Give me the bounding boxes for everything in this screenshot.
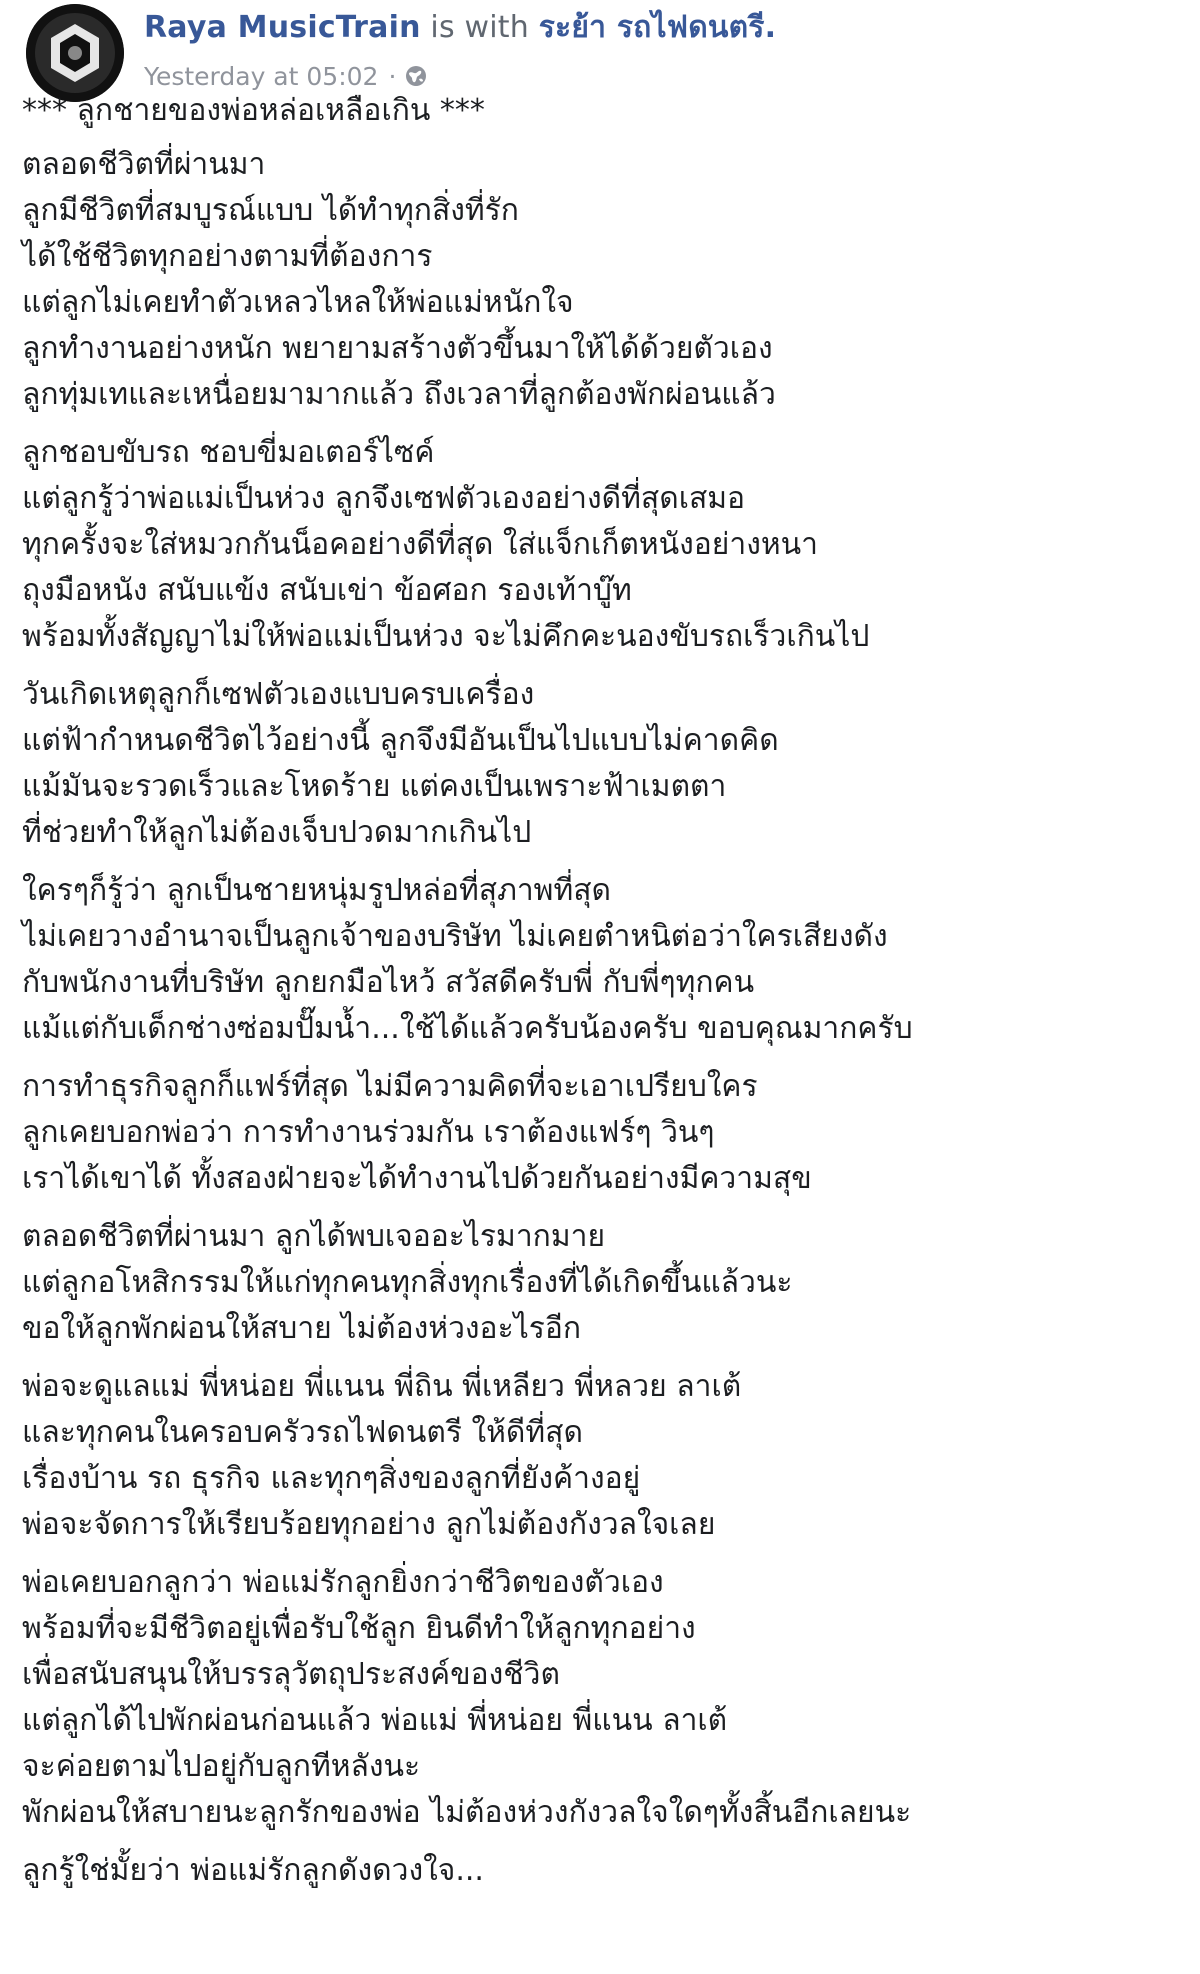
post-text-line: ลูกเคยบอกพ่อว่า การทำงานร่วมกัน เราต้องแฟร์ๆ วินๆ	[22, 1115, 715, 1150]
post-paragraph	[22, 672, 1162, 856]
post-body	[22, 92, 1162, 1906]
post-text-line: ลูกมีชีวิตที่สมบูรณ์แบบ ได้ทำทุกสิ่งที่รัก	[22, 193, 519, 228]
post-text-line: แต่ลูกอโหสิกรรมให้แก่ทุกคนทุกสิ่งทุกเรื่องที่ได้เกิดขึ้นแล้วนะ	[22, 1265, 793, 1300]
post-text-line: แต่ลูกได้ไปพักผ่อนก่อนแล้ว พ่อแม่ พี่หน่อย พี่แนน ลาเต้	[22, 1703, 728, 1738]
post-text-line: เพื่อสนับสนุนให้บรรลุวัตถุประสงค์ของชีวิต	[22, 1657, 560, 1692]
post-text-line: ลูกชอบขับรถ ชอบขี่มอเตอร์ไซค์	[22, 435, 435, 470]
profile-avatar[interactable]	[26, 4, 124, 102]
post-text-line: เราได้เขาได้ ทั้งสองฝ่ายจะได้ทำงานไปด้วยกันอย่างมีความสุข	[22, 1161, 812, 1196]
post-text-line: แต่ลูกไม่เคยทำตัวเหลวไหลให้พ่อแม่หนักใจ	[22, 285, 574, 320]
post-header	[26, 4, 1176, 104]
post-text-line: ลูกทุ่มเทและเหนื่อยมามากแล้ว ถึงเวลาที่ลูกต้องพักผ่อนแล้ว	[22, 377, 776, 412]
post-text-line: เรื่องบ้าน รถ ธุรกิจ และทุกๆสิ่งของลูกที่ยังค้างอยู่	[22, 1461, 641, 1496]
post-text-line: ไม่เคยวางอำนาจเป็นลูกเจ้าของบริษัท ไม่เคยตำหนิต่อว่าใครเสียงดัง	[22, 919, 888, 954]
post-text-line: วันเกิดเหตุลูกก็เซฟตัวเองแบบครบเครื่อง	[22, 677, 535, 712]
post-paragraph	[22, 1364, 1162, 1548]
post-text-line: แม้แต่กับเด็กช่างซ่อมปั๊มน้ำ...ใช้ได้แล้วครับน้องครับ ขอบคุณมากครับ	[22, 1011, 913, 1046]
post-text-line: ตลอดชีวิตที่ผ่านมา	[22, 147, 266, 182]
post-text-line: ขอให้ลูกพักผ่อนให้สบาย ไม่ต้องห่วงอะไรอีก	[22, 1311, 582, 1346]
post-paragraph	[22, 1064, 1162, 1202]
avatar-logo-icon	[26, 4, 124, 102]
with-label: is with	[430, 10, 529, 45]
post-paragraphs	[22, 142, 1162, 1894]
meta-separator: ·	[388, 61, 397, 91]
post-paragraph	[22, 1560, 1162, 1836]
post-text-line: ได้ใช้ชีวิตทุกอย่างตามที่ต้องการ	[22, 239, 433, 274]
post-paragraph	[22, 1848, 1162, 1894]
post-text-line: ที่ช่วยทำให้ลูกไม่ต้องเจ็บปวดมากเกินไป	[22, 815, 532, 850]
post-text-line: พ่อจะจัดการให้เรียบร้อยทุกอย่าง ลูกไม่ต้องกังวลใจเลย	[22, 1507, 716, 1542]
post-text-line: การทำธุรกิจลูกก็แฟร์ที่สุด ไม่มีความคิดที่จะเอาเปรียบใคร	[22, 1069, 758, 1104]
author-name-link[interactable]: Raya MusicTrain	[144, 10, 421, 45]
post-paragraph	[22, 142, 1162, 418]
post-text-line: ถุงมือหนัง สนับแข้ง สนับเข่า ข้อศอก รองเท้าบู๊ท	[22, 573, 632, 608]
post-text-line: พร้อมทั้งสัญญาไม่ให้พ่อแม่เป็นห่วง จะไม่คึกคะนองขับรถเร็วเกินไป	[22, 619, 870, 654]
post-text-line: ลูกทำงานอย่างหนัก พยายามสร้างตัวขึ้นมาให้ได้ด้วยตัวเอง	[22, 331, 773, 366]
post-text-line: พ่อจะดูแลแม่ พี่หน่อย พี่แนน พี่ถิน พี่เหลียว พี่หลวย ลาเต้	[22, 1369, 742, 1404]
tagged-page-link[interactable]: ระย้า รถไฟดนตรี.	[538, 10, 777, 45]
globe-icon[interactable]	[404, 64, 428, 88]
post-text-line: ตลอดชีวิตที่ผ่านมา ลูกได้พบเจออะไรมากมาย	[22, 1219, 606, 1254]
post-text-line: พร้อมที่จะมีชีวิตอยู่เพื่อรับใช้ลูก ยินดีทำให้ลูกทุกอย่าง	[22, 1611, 696, 1646]
post-text-line: กับพนักงานที่บริษัท ลูกยกมือไหว้ สวัสดีครับพี่ กับพี่ๆทุกคน	[22, 965, 755, 1000]
post-text-line: และทุกคนในครอบครัวรถไฟดนตรี ให้ดีที่สุด	[22, 1415, 583, 1450]
post-paragraph	[22, 430, 1162, 660]
post-meta	[144, 56, 428, 96]
post-text-line: จะค่อยตามไปอยู่กับลูกทีหลังนะ	[22, 1749, 421, 1784]
post-text-line: แต่ฟ้ากำหนดชีวิตไว้อย่างนี้ ลูกจึงมีอันเป็นไปแบบไม่คาดคิด	[22, 723, 779, 758]
post-text-line: แต่ลูกรู้ว่าพ่อแม่เป็นห่วง ลูกจึงเซฟตัวเองอย่างดีที่สุดเสมอ	[22, 481, 746, 516]
post-paragraph	[22, 1214, 1162, 1352]
post-text-line: ทุกครั้งจะใส่หมวกกันน็อคอย่างดีที่สุด ใส่แจ็กเก็ตหนังอย่างหนา	[22, 527, 819, 562]
author-line	[144, 6, 776, 50]
post-paragraph	[22, 868, 1162, 1052]
post-text-line: แม้มันจะรวดเร็วและโหดร้าย แต่คงเป็นเพราะฟ้าเมตตา	[22, 769, 727, 804]
post-text-line: ใครๆก็รู้ว่า ลูกเป็นชายหนุ่มรูปหล่อที่สุภาพที่สุด	[22, 873, 612, 908]
post-text-line: พักผ่อนให้สบายนะลูกรักของพ่อ ไม่ต้องห่วงกังวลใจใดๆทั้งสิ้นอีกเลยนะ	[22, 1795, 912, 1830]
post-text-line: พ่อเคยบอกลูกว่า พ่อแม่รักลูกยิ่งกว่าชีวิตของตัวเอง	[22, 1565, 664, 1600]
post-text-line: ลูกรู้ใช่มั้ยว่า พ่อแม่รักลูกดังดวงใจ...	[22, 1853, 484, 1888]
post-timestamp[interactable]: Yesterday at 05:02	[144, 61, 379, 91]
post-title: *** ลูกชายของพ่อหล่อเหลือเกิน ***	[22, 93, 485, 128]
